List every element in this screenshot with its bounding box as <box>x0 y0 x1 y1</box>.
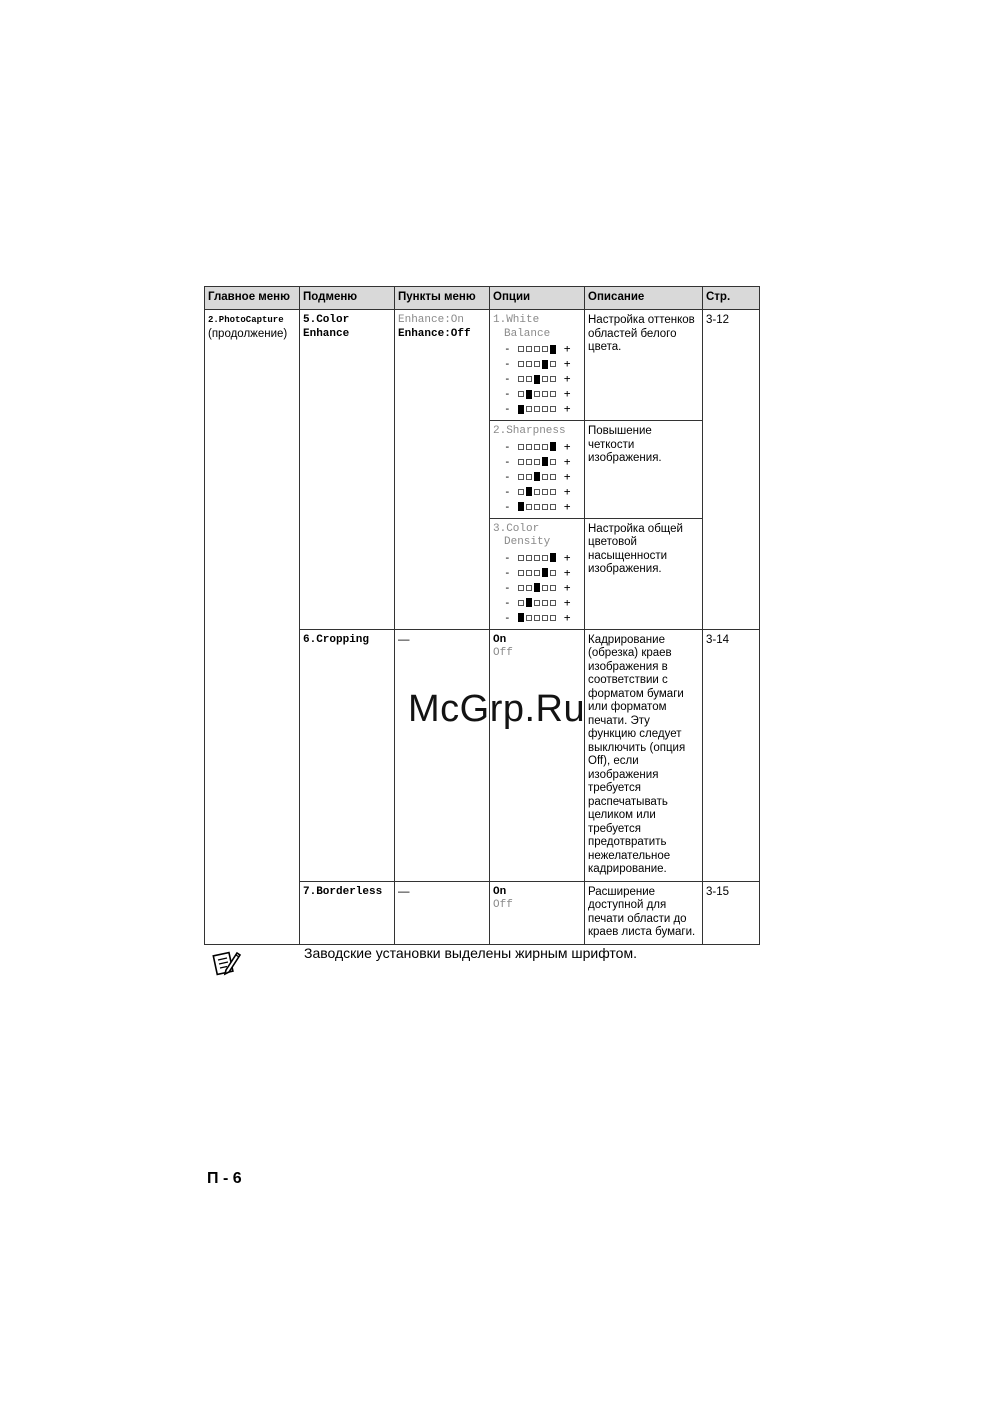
level-marker-filled <box>542 568 548 577</box>
level-scale <box>493 550 581 625</box>
minus-sign: - <box>504 499 518 513</box>
table-row <box>205 310 760 421</box>
level-marker-empty <box>534 361 540 367</box>
level-marker-empty <box>518 489 524 495</box>
level-marker-empty <box>542 346 548 352</box>
level-marker-empty <box>518 376 524 382</box>
level-marker-empty <box>550 406 556 412</box>
main-menu-cell <box>205 310 300 945</box>
option-off: Off <box>493 899 513 911</box>
level-marker-empty <box>518 474 524 480</box>
level-marker-empty <box>526 459 532 465</box>
level-marker-empty <box>534 615 540 621</box>
header-description: Описание <box>585 287 703 310</box>
page-number: П - 6 <box>207 1170 242 1187</box>
options-borderless <box>490 881 585 944</box>
level-marker-empty <box>526 615 532 621</box>
submenu-color-enhance <box>300 310 395 630</box>
level-row <box>493 341 581 356</box>
page-ref-color-enhance: 3-12 <box>703 310 760 630</box>
level-marker-filled <box>542 360 548 369</box>
level-marker-empty <box>550 615 556 621</box>
level-marker-filled <box>526 390 532 399</box>
minus-sign: - <box>504 610 518 624</box>
minus-sign: - <box>504 484 518 498</box>
minus-sign: - <box>504 439 518 453</box>
level-row <box>493 610 581 625</box>
level-marker-empty <box>518 361 524 367</box>
minus-sign: - <box>504 550 518 564</box>
level-marker-empty <box>550 391 556 397</box>
level-marker-empty <box>534 570 540 576</box>
item-enhance-off: Enhance:Off <box>398 327 471 340</box>
menu-items-cropping: — <box>395 629 490 881</box>
level-marker-filled <box>542 457 548 466</box>
level-marker-empty <box>542 391 548 397</box>
description-cropping: Кадрирование (обрезка) краев изображения в соответствии с форматом бумаги или форматом печати. Эту функцию следует выключить (опция Off), если изображения требуется распечатывать целиком или требуется предотвратить нежелательное кадрирование. <box>585 629 703 881</box>
level-row <box>493 401 581 416</box>
level-marker-empty <box>542 615 548 621</box>
minus-sign: - <box>504 387 518 400</box>
menu-items-color-enhance <box>395 310 490 630</box>
level-marker-filled <box>518 502 524 511</box>
option-sharpness <box>490 421 585 519</box>
options-cropping <box>490 629 585 881</box>
plus-sign: + <box>557 595 571 609</box>
option-name-line1: 2.Sharpness <box>493 425 566 437</box>
level-marker-empty <box>550 504 556 510</box>
option-on: On <box>493 885 507 898</box>
description-sharpness: Повышение четкости изображения. <box>585 421 703 519</box>
page-ref-cropping: 3-14 <box>703 629 760 881</box>
level-marker-empty <box>526 346 532 352</box>
level-marker-empty <box>534 489 540 495</box>
level-row <box>493 439 581 454</box>
level-marker-empty <box>526 444 532 450</box>
level-marker-empty <box>534 504 540 510</box>
minus-sign: - <box>504 402 518 415</box>
minus-sign: - <box>504 454 518 468</box>
level-marker-empty <box>542 406 548 412</box>
plus-sign: + <box>557 499 571 513</box>
header-menu-items: Пункты меню <box>395 287 490 310</box>
level-marker-filled <box>534 472 540 481</box>
level-marker-empty <box>542 555 548 561</box>
level-row <box>493 386 581 401</box>
level-marker-filled <box>518 613 524 622</box>
page-ref-borderless: 3-15 <box>703 881 760 944</box>
level-marker-empty <box>526 504 532 510</box>
level-row <box>493 356 581 371</box>
plus-sign: + <box>557 565 571 579</box>
level-row <box>493 469 581 484</box>
level-row <box>493 499 581 514</box>
option-name-line1: 3.Color <box>493 522 540 535</box>
level-marker-empty <box>542 444 548 450</box>
level-marker-empty <box>526 555 532 561</box>
level-marker-filled <box>518 405 524 414</box>
level-marker-empty <box>542 489 548 495</box>
plus-sign: + <box>557 342 571 355</box>
plus-sign: + <box>557 550 571 564</box>
level-marker-empty <box>550 376 556 382</box>
plus-sign: + <box>557 469 571 483</box>
level-marker-empty <box>542 585 548 591</box>
level-marker-filled <box>526 487 532 496</box>
level-marker-empty <box>534 600 540 606</box>
plus-sign: + <box>557 454 571 468</box>
submenu-cropping <box>300 629 395 881</box>
level-marker-empty <box>550 585 556 591</box>
submenu-label-line2: Enhance <box>303 327 350 340</box>
level-row <box>493 565 581 580</box>
level-marker-empty <box>534 391 540 397</box>
level-marker-empty <box>550 489 556 495</box>
level-marker-filled <box>534 583 540 592</box>
minus-sign: - <box>504 342 518 355</box>
header-main-menu: Главное меню <box>205 287 300 310</box>
note-text: Заводские установки выделены жирным шрифтом. <box>304 945 637 961</box>
level-marker-empty <box>518 391 524 397</box>
level-marker-empty <box>534 555 540 561</box>
submenu-label-line1: 5.Color <box>303 314 350 326</box>
level-marker-empty <box>550 459 556 465</box>
level-marker-empty <box>518 346 524 352</box>
option-name-line2: Density <box>504 536 551 548</box>
level-row <box>493 580 581 595</box>
level-marker-empty <box>518 570 524 576</box>
submenu-borderless <box>300 881 395 944</box>
minus-sign: - <box>504 565 518 579</box>
level-row <box>493 371 581 386</box>
level-marker-empty <box>526 474 532 480</box>
option-white-balance <box>490 310 585 421</box>
description-white-balance: Настройка оттенков областей белого цвета. <box>585 310 703 421</box>
menu-table <box>204 286 760 945</box>
plus-sign: + <box>557 357 571 370</box>
option-color-density <box>490 518 585 629</box>
level-scale <box>493 341 581 416</box>
level-row <box>493 454 581 469</box>
level-marker-empty <box>518 444 524 450</box>
minus-sign: - <box>504 595 518 609</box>
level-marker-empty <box>518 555 524 561</box>
level-marker-filled <box>526 598 532 607</box>
level-scale <box>493 439 581 514</box>
level-marker-empty <box>526 406 532 412</box>
header-page: Стр. <box>703 287 760 310</box>
level-marker-empty <box>526 376 532 382</box>
level-marker-empty <box>534 346 540 352</box>
plus-sign: + <box>557 580 571 594</box>
level-marker-empty <box>526 585 532 591</box>
table-header-row <box>205 287 760 310</box>
plus-sign: + <box>557 387 571 400</box>
minus-sign: - <box>504 372 518 385</box>
item-enhance-on: Enhance:On <box>398 314 465 326</box>
level-marker-filled <box>550 345 556 354</box>
menu-items-borderless: — <box>395 881 490 944</box>
option-on: On <box>493 633 507 646</box>
minus-sign: - <box>504 580 518 594</box>
watermark: McGrp.Ru <box>408 688 586 730</box>
level-marker-empty <box>518 600 524 606</box>
level-marker-empty <box>542 504 548 510</box>
note-pencil-icon <box>212 948 242 976</box>
level-marker-empty <box>534 444 540 450</box>
level-row <box>493 595 581 610</box>
level-marker-empty <box>550 600 556 606</box>
level-marker-filled <box>550 442 556 451</box>
level-marker-empty <box>526 361 532 367</box>
level-marker-empty <box>550 361 556 367</box>
level-marker-empty <box>542 474 548 480</box>
level-marker-empty <box>542 376 548 382</box>
plus-sign: + <box>557 372 571 385</box>
level-marker-empty <box>550 474 556 480</box>
submenu-label: 6.Cropping <box>303 633 370 646</box>
submenu-label: 7.Borderless <box>303 885 383 898</box>
option-name-line2: Balance <box>504 327 551 340</box>
description-color-density: Настройка общей цветовой насыщенности изображения. <box>585 518 703 629</box>
main-menu-note: (продолжение) <box>208 327 288 340</box>
level-marker-empty <box>526 570 532 576</box>
level-marker-empty <box>534 406 540 412</box>
plus-sign: + <box>557 439 571 453</box>
header-submenu: Подменю <box>300 287 395 310</box>
plus-sign: + <box>557 402 571 415</box>
main-menu-code: 2.PhotoCapture <box>208 315 284 325</box>
level-marker-empty <box>518 459 524 465</box>
plus-sign: + <box>557 484 571 498</box>
level-marker-empty <box>550 570 556 576</box>
level-row <box>493 484 581 499</box>
level-row <box>493 550 581 565</box>
minus-sign: - <box>504 357 518 370</box>
plus-sign: + <box>557 610 571 624</box>
level-marker-empty <box>534 459 540 465</box>
header-options: Опции <box>490 287 585 310</box>
level-marker-filled <box>534 375 540 384</box>
level-marker-filled <box>550 553 556 562</box>
level-marker-empty <box>518 585 524 591</box>
minus-sign: - <box>504 469 518 483</box>
level-marker-empty <box>542 600 548 606</box>
option-name-line1: 1.White <box>493 314 540 326</box>
description-borderless: Расширение доступной для печати области до краев листа бумаги. <box>585 881 703 944</box>
option-off: Off <box>493 647 513 659</box>
